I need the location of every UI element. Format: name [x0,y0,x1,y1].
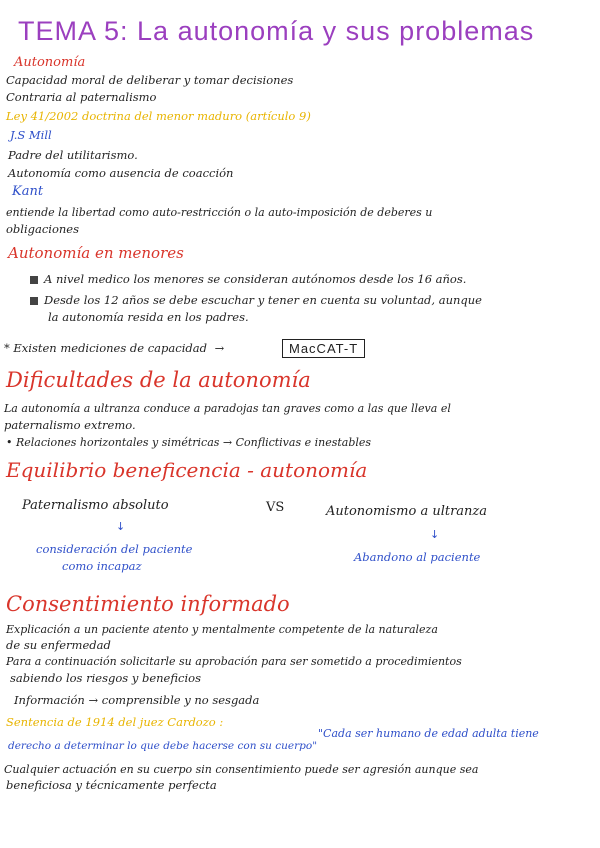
mediciones-note [4,342,224,355]
sentencia-blue-2: derecho a determinar lo que debe hacerse con su cuerpo" [8,740,318,752]
consent-line-3: Para a continuación solicitarle su aprobación para ser sometido a procedimientos [6,655,462,668]
autonomia-heading: Autonomía [14,55,86,70]
right-result: Abandono al paciente [354,550,481,564]
bullet-square-icon [30,276,38,284]
autonomia-line-1: Capacidad moral de deliberar y tomar decisiones [6,73,294,87]
arrow-right-icon: → [214,341,225,355]
mill-line-1: Padre del utilitarismo. [8,148,138,162]
autonomismo-label: Autonomismo a ultranza [326,504,488,519]
menores-bullet-1 [30,273,466,286]
dificultades-line-1: La autonomía a ultranza conduce a paradojas tan graves como a las que lleva el [4,402,451,415]
mill-line-2: Autonomía como ausencia de coacción [8,166,234,180]
menores-bullet-1-text: A nivel medico los menores se consideran autónomos desde los 16 años. [44,272,467,286]
page-title: TEMA 5: La autonomía y sus problemas [18,16,535,46]
dificultades-heading: Dificultades de la autonomía [6,368,311,392]
dificultades-line-2: paternalismo extremo. [4,418,136,432]
vs-label: VS [266,500,285,515]
relaciones-line: • Relaciones horizontales y simétricas → Conflictivas e inestables [6,436,372,449]
arrow-down-icon: ↓ [430,528,440,541]
ley-line: Ley 41/2002 doctrina del menor maduro (artículo 9) [6,109,311,123]
bullet-square-icon [30,297,38,305]
sentencia-yellow: Sentencia de 1914 del juez Cardozo : [6,715,224,729]
menores-bullet-2 [30,294,482,307]
autonomia-line-2: Contraria al paternalismo [6,90,157,104]
kant-heading: Kant [12,184,44,199]
kant-line-2: obligaciones [6,222,80,236]
consent-line-2: de su enfermedad [6,638,111,652]
consent-line-4: sabiendo los riesgos y beneficios [10,671,201,685]
menores-heading: Autonomía en menores [8,244,184,262]
consent-line-5: Información → comprensible y no sesgada [14,693,260,707]
consentimiento-heading: Consentimiento informado [6,592,290,616]
final-line-2: beneficiosa y técnicamente perfecta [6,778,217,792]
maccat-box: MacCAT-T [282,339,365,358]
sentencia-blue-1: "Cada ser humano de edad adulta tiene [318,727,539,740]
arrow-down-icon: ↓ [116,520,126,533]
final-line-1: Cualquier actuación en su cuerpo sin consentimiento puede ser agresión aunque sea [4,763,479,776]
consent-line-1: Explicación a un paciente atento y mentalmente competente de la naturaleza [6,623,438,636]
mediciones-note-text: * Existen mediciones de capacidad [4,341,207,355]
left-result-1: consideración del paciente [36,542,193,556]
paternalismo-label: Paternalismo absoluto [22,498,169,513]
left-result-2: como incapaz [62,559,142,573]
menores-bullet-2-text: Desde los 12 años se debe escuchar y tener en cuenta su voluntad, aunque [44,293,482,307]
kant-line-1: entiende la libertad como auto-restricción o la auto-imposición de deberes u [6,206,433,219]
mill-heading: J.S Mill [10,128,52,142]
equilibrio-heading: Equilibrio beneficencia - autonomía [6,458,368,482]
menores-bullet-2-cont: la autonomía resida en los padres. [48,310,249,324]
